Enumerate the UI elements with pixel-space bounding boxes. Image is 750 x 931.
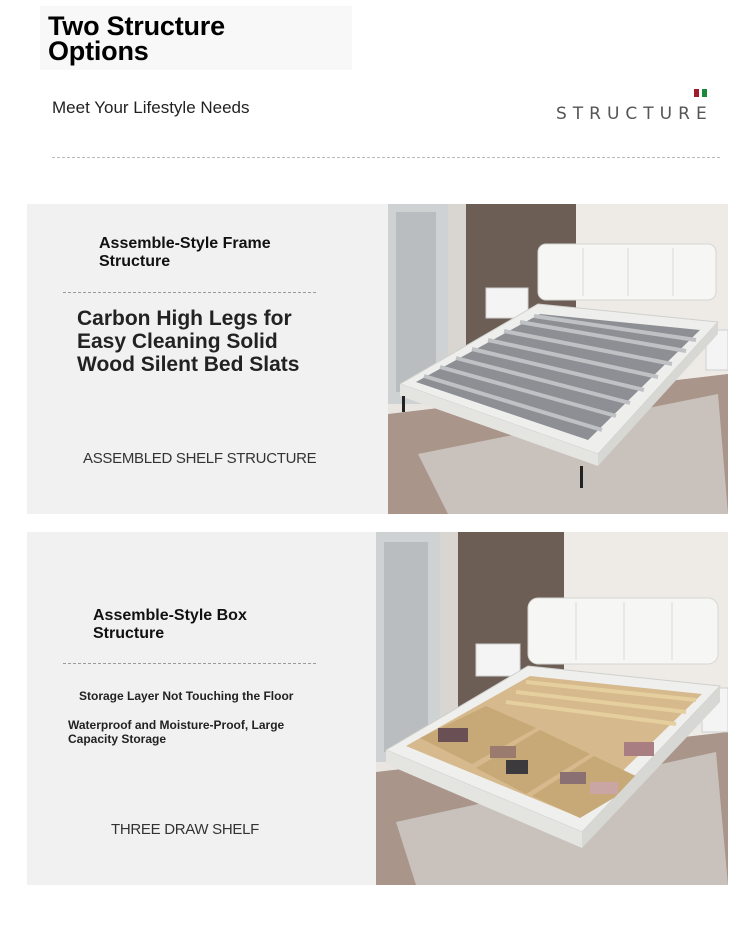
box-caption: THREE DRAW SHELF [111,821,259,838]
box-heading-line-1: Assemble-Style Box [93,607,247,624]
brand-word: STRUCTURE [556,104,713,124]
frame-caption: ASSEMBLED SHELF STRUCTURE [83,450,317,467]
frame-divider [63,292,316,293]
frame-feature-line-3: Wood Silent Bed Slats [77,353,300,376]
frame-heading-line-2: Structure [99,253,171,270]
box-feature-1: Storage Layer Not Touching the Floor [79,689,294,703]
storage-bed-photo [376,532,728,885]
italian-flag-icon [694,84,712,92]
page-title [48,11,225,66]
box-heading [93,607,247,643]
box-feature-2-line-1: Waterproof and Moisture-Proof, Large [68,718,285,732]
box-divider [63,663,316,664]
box-feature-2-line-2: Capacity Storage [68,732,167,746]
frame-feature-line-1: Carbon High Legs for [77,307,292,330]
bed-frame-photo [388,204,728,514]
box-feature-2 [68,718,284,746]
box-structure-panel [27,532,728,885]
frame-feature-line-2: Easy Cleaning Solid [77,330,278,353]
page-subtitle: Meet Your Lifestyle Needs [52,98,250,117]
page-title-line-2: Options [48,36,149,66]
divider [52,157,720,158]
frame-feature [77,307,299,376]
box-heading-line-2: Structure [93,625,165,642]
frame-structure-panel [27,204,728,514]
frame-heading-line-1: Assemble-Style Frame [99,235,271,252]
frame-heading [99,235,271,271]
page-title-line-1: Two Structure [48,11,225,41]
